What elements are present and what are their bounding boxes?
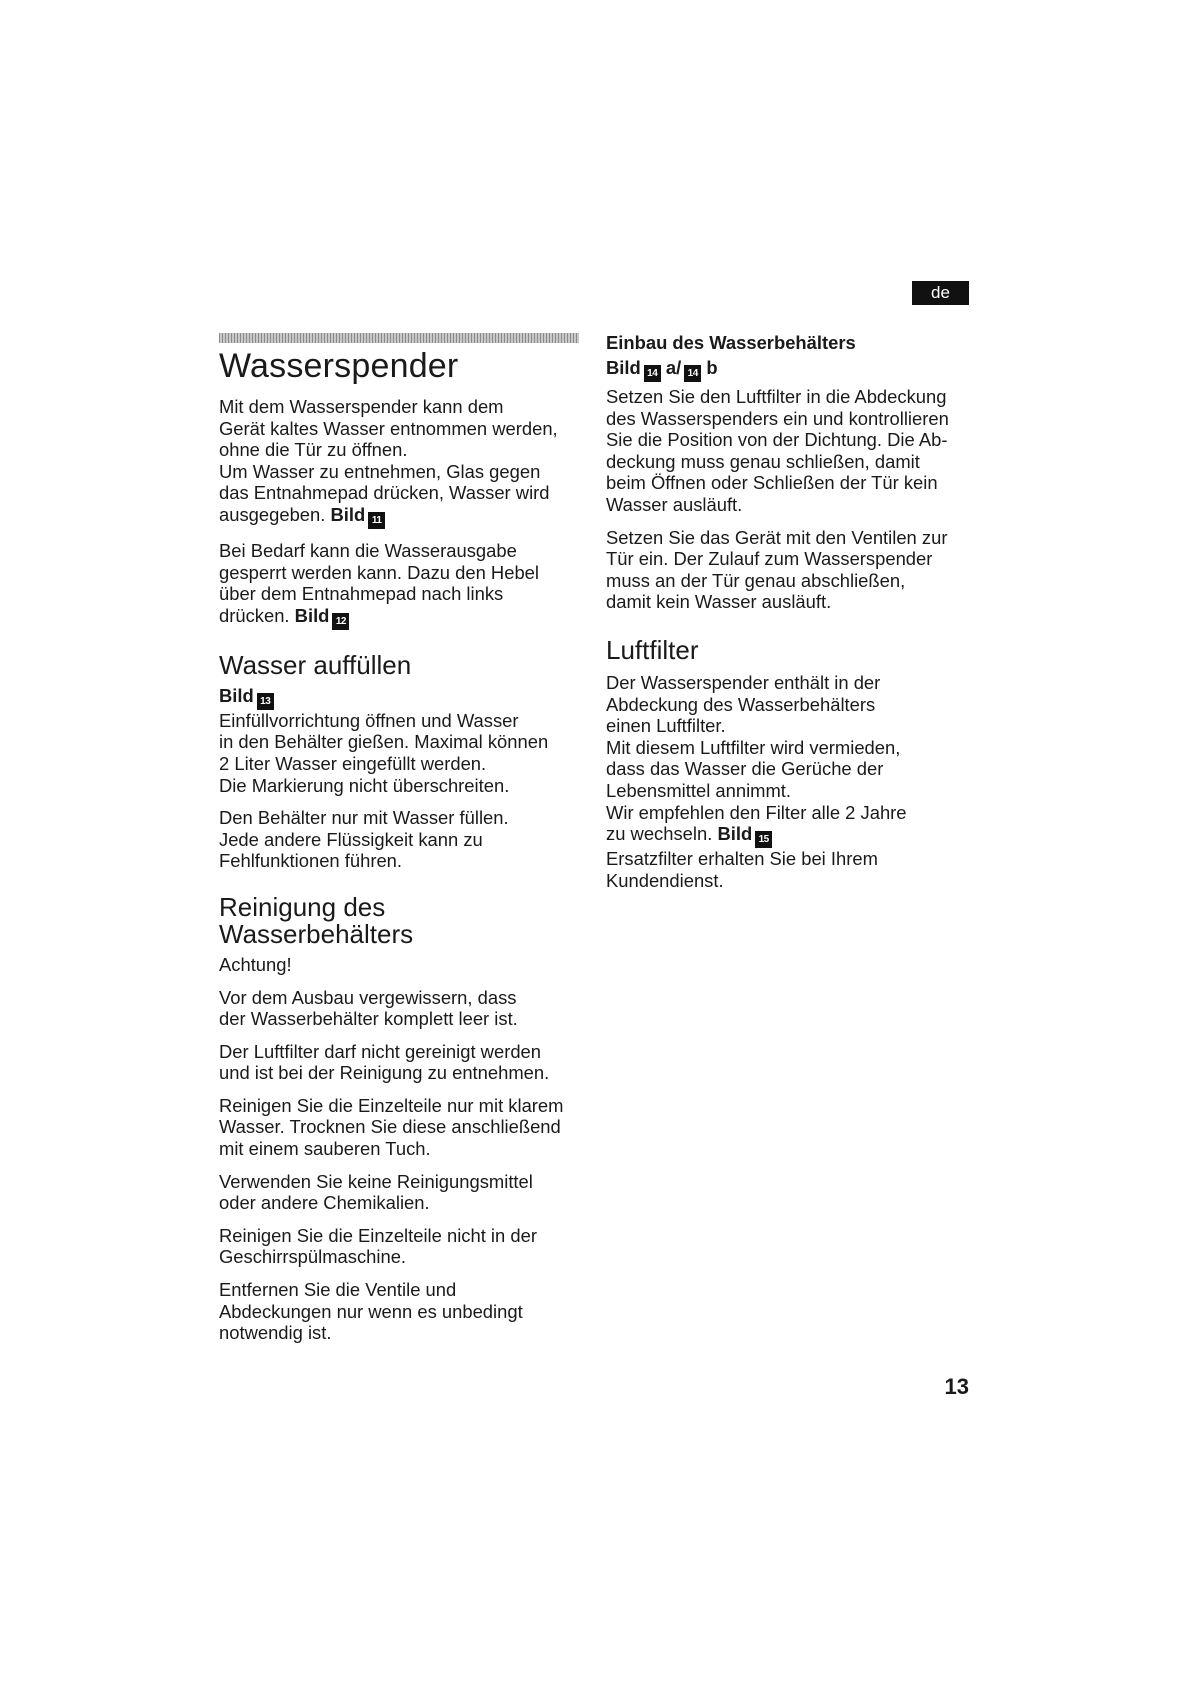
cleaning-paragraph: Der Luftfilter darf nicht gereinigt werden und ist bei der Reinigung zu entnehmen.: [219, 1040, 550, 1084]
figure-reference: Bild 14 a/ 14 b: [606, 355, 986, 382]
fill-paragraph: Einfüllvorrichtung öffnen und Wasser in den Behälter gießen. Maximal können 2 Liter Wasser eingefüllt werden. Die Markierung nicht überschreiten.: [219, 709, 549, 796]
fill-warning-paragraph: Den Behälter nur mit Wasser füllen. Jede andere Flüssigkeit kann zu Fehlfunktionen führen.: [219, 807, 509, 872]
cleaning-paragraph: Vor dem Ausbau vergewissern, dass der Wasserbehälter komplett leer ist.: [219, 986, 518, 1030]
figure-reference: Bild 15: [717, 823, 772, 844]
lock-paragraph: Bei Bedarf kann die Wasserausgabe gesperrt werden kann. Dazu den Hebel über dem Entnahmepad nach links drücken. Bild 12: [219, 540, 599, 630]
install-heading: Einbau des Wasserbehälters: [606, 332, 856, 353]
install-paragraph: Setzen Sie den Luftfilter in die Abdeckung des Wasserspenders ein und kontrollieren Sie die Position von der Dichtung. Die Ab- deckung muss genau schließen, damit beim Öffnen oder Schließen der Tür kein Wasser ausläuft.: [606, 386, 949, 515]
figure-number-icon: 13: [257, 693, 274, 710]
figure-reference: Bild 13: [219, 683, 599, 710]
figure-number-icon: 14: [684, 365, 701, 382]
right-column: [606, 330, 986, 902]
figure-number-icon: 12: [332, 613, 349, 630]
figure-number-icon: 11: [368, 512, 385, 529]
figure-number-icon: 15: [755, 831, 772, 848]
figure-reference: Bild 12: [295, 605, 350, 626]
cleaning-paragraph: Verwenden Sie keine Reinigungsmittel oder andere Chemikalien.: [219, 1170, 533, 1214]
figure-reference: Bild 11: [330, 504, 385, 525]
fill-heading: Wasser auffüllen: [219, 649, 412, 680]
air-filter-heading: Luftfilter: [606, 634, 699, 665]
cleaning-paragraph: Entfernen Sie die Ventile und Abdeckungen nur wenn es unbedingt notwendig ist.: [219, 1279, 523, 1344]
cleaning-paragraph: Achtung!: [219, 953, 292, 975]
section-rule: [219, 333, 579, 343]
cleaning-paragraph: Reinigen Sie die Einzelteile nicht in der Geschirrspülmaschine.: [219, 1224, 537, 1268]
cleaning-paragraph: Reinigen Sie die Einzelteile nur mit klarem Wasser. Trocknen Sie diese anschließend mit einem sauberen Tuch.: [219, 1094, 564, 1160]
air-filter-paragraph: Der Wasserspender enthält in der Abdeckung des Wasserbehälters einen Luftfilter. Mit diesem Luftfilter wird vermieden, dass das Wasser die Gerüche der Lebensmittel annimmt. Wir empfehlen den Filter alle 2 Jahre zu wechseln. Bild 15 Ersatzfilter erhalten Sie bei Ihrem Kundendienst.: [606, 671, 907, 891]
figure-number-icon: 14: [644, 365, 661, 382]
install-paragraph: Setzen Sie das Gerät mit den Ventilen zur Tür ein. Der Zulauf zum Wasserspender muss an der Tür genau abschließen, damit kein Wasser ausläuft.: [606, 526, 948, 613]
language-badge: de: [912, 281, 969, 305]
page-title: Wasserspender: [219, 347, 459, 385]
intro-paragraph: Mit dem Wasserspender kann dem Gerät kaltes Wasser entnommen werden, ohne die Tür zu öffnen. Um Wasser zu entnehmen, Glas gegen das Entnahmepad drücken, Wasser wird ausgegeben. Bild 11: [219, 396, 599, 529]
page-number: 13: [944, 1374, 969, 1399]
left-column: [219, 344, 599, 1355]
cleaning-heading: Reinigung des Wasserbehälters: [219, 891, 414, 949]
